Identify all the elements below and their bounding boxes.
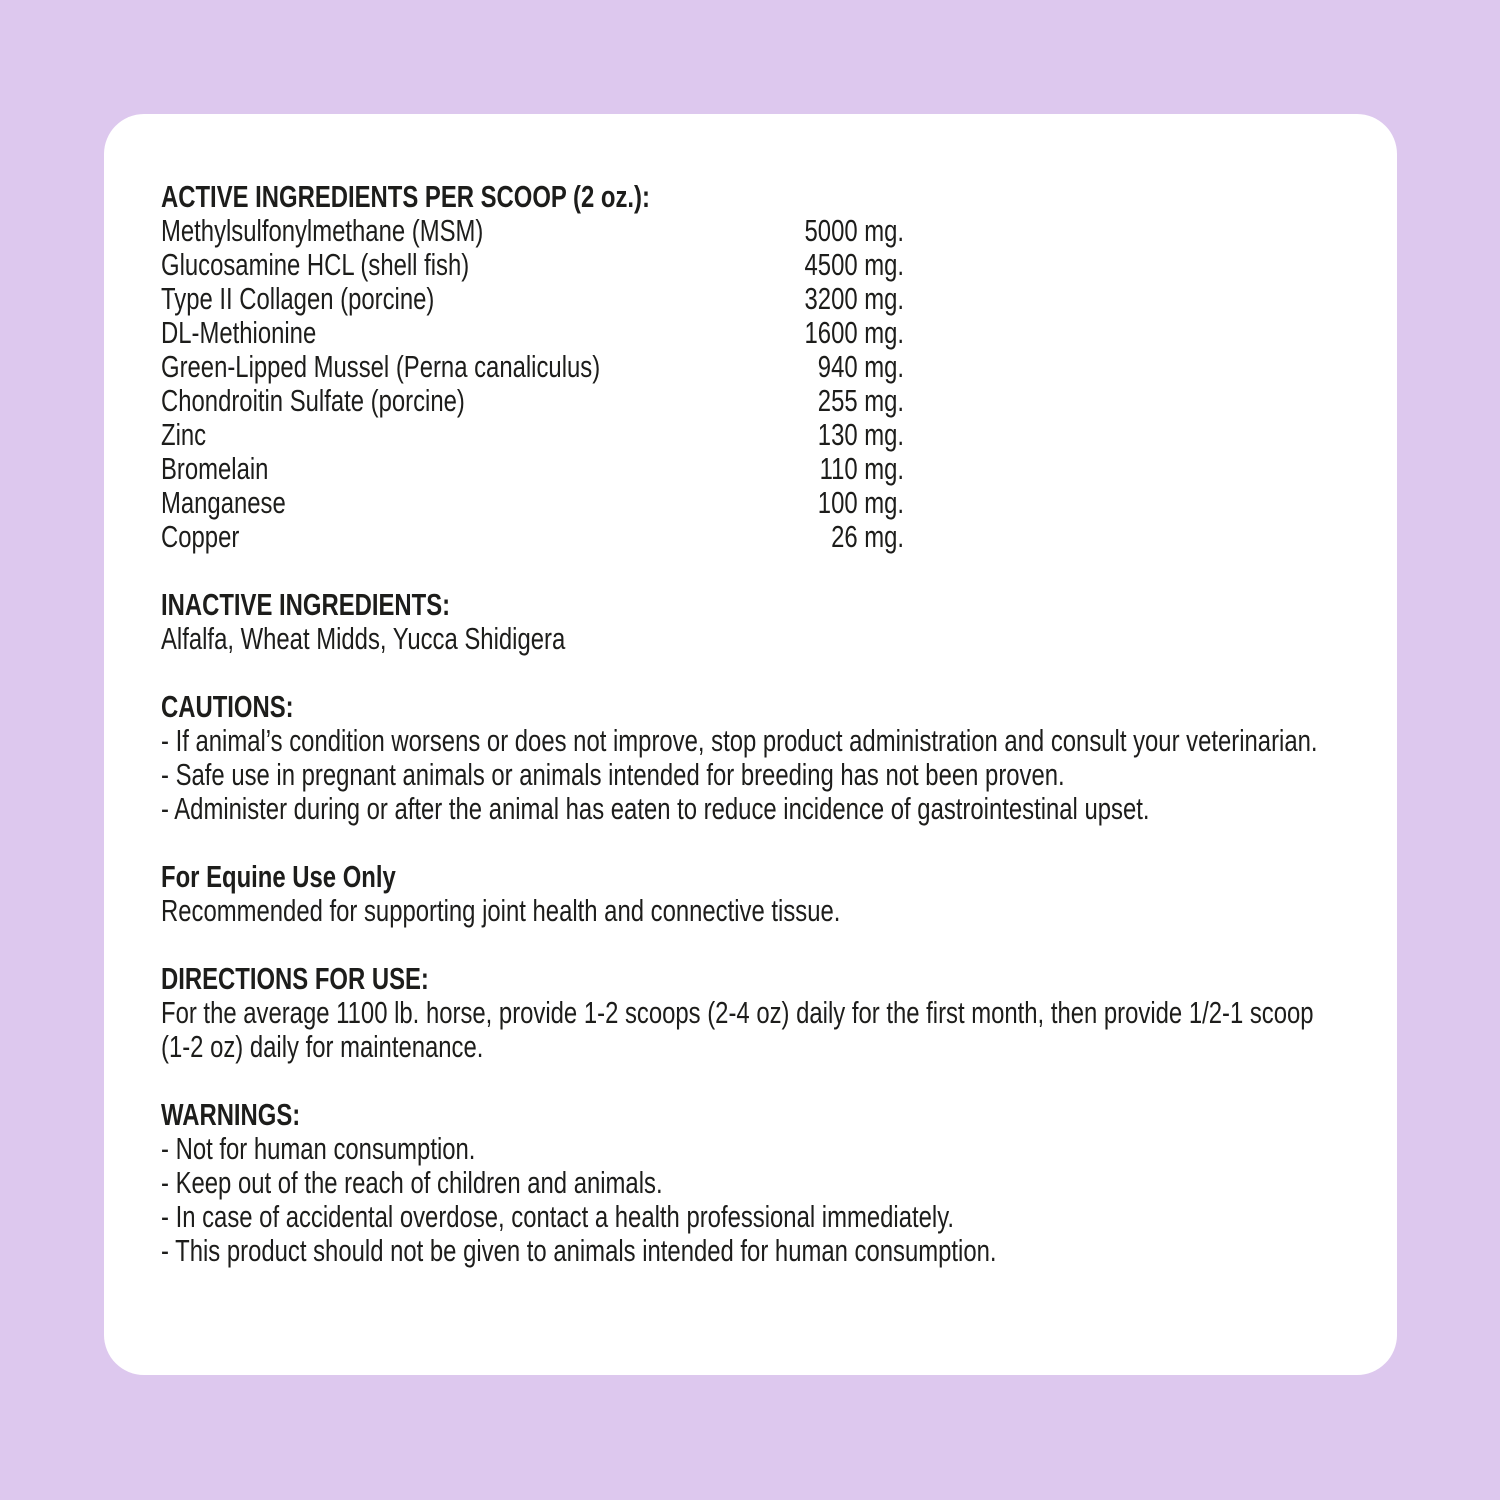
ingredient-row — [161, 350, 904, 384]
inactive-ingredients-heading: INACTIVE INGREDIENTS: — [161, 587, 451, 622]
ingredient-row — [161, 282, 904, 316]
ingredient-amount: 26 mg. — [831, 519, 905, 554]
ingredient-row — [161, 214, 904, 248]
ingredient-amount: 940 mg. — [817, 349, 905, 384]
active-ingredients-section — [161, 180, 1347, 554]
ingredient-amount: 4500 mg. — [804, 247, 905, 282]
inactive-ingredients-section — [161, 588, 1347, 656]
warnings-section — [161, 1098, 1347, 1268]
ingredient-amount: 130 mg. — [817, 417, 905, 452]
active-ingredients-table — [161, 214, 904, 554]
ingredient-row — [161, 418, 904, 452]
directions-section — [161, 962, 1347, 1064]
ingredient-row — [161, 486, 904, 520]
ingredient-name: Bromelain — [161, 451, 269, 486]
ingredient-name: Manganese — [161, 485, 286, 520]
ingredient-name: Copper — [161, 519, 240, 554]
warning-item: - This product should not be given to animals intended for human consumption. — [161, 1233, 997, 1268]
ingredient-row — [161, 384, 904, 418]
label-content — [161, 180, 1347, 1268]
ingredient-amount: 3200 mg. — [804, 281, 905, 316]
ingredient-amount: 5000 mg. — [804, 213, 905, 248]
caution-item: - Administer during or after the animal has eaten to reduce incidence of gastrointestinal upset. — [161, 791, 1150, 826]
ingredient-name: Glucosamine HCL (shell fish) — [161, 247, 470, 282]
warning-item: - In case of accidental overdose, contact a health professional immediately. — [161, 1199, 955, 1234]
ingredient-name: Methylsulfonylmethane (MSM) — [161, 213, 484, 248]
ingredient-row — [161, 316, 904, 350]
ingredient-name: Chondroitin Sulfate (porcine) — [161, 383, 465, 418]
ingredient-name: DL-Methionine — [161, 315, 317, 350]
ingredient-name: Green-Lipped Mussel (Perna canaliculus) — [161, 349, 601, 384]
warning-item: - Not for human consumption. — [161, 1131, 476, 1166]
ingredient-row — [161, 520, 904, 554]
directions-heading: DIRECTIONS FOR USE: — [161, 961, 429, 996]
active-ingredients-heading: ACTIVE INGREDIENTS PER SCOOP (2 oz.): — [161, 179, 650, 214]
ingredient-name: Type II Collagen (porcine) — [161, 281, 435, 316]
equine-use-text: Recommended for supporting joint health and connective tissue. — [161, 893, 841, 928]
caution-item: - If animal’s condition worsens or does not improve, stop product administration and consult your veterinarian. — [161, 723, 1318, 758]
ingredient-amount: 255 mg. — [817, 383, 905, 418]
ingredient-row — [161, 248, 904, 282]
warning-item: - Keep out of the reach of children and animals. — [161, 1165, 663, 1200]
caution-item: - Safe use in pregnant animals or animals intended for breeding has not been proven. — [161, 757, 1065, 792]
ingredient-name: Zinc — [161, 417, 207, 452]
ingredient-amount: 1600 mg. — [804, 315, 905, 350]
ingredient-amount: 110 mg. — [819, 451, 905, 486]
ingredient-amount: 100 mg. — [817, 485, 905, 520]
directions-text: For the average 1100 lb. horse, provide 1-2 scoops (2-4 oz) daily for the first month, then provide 1/2-1 scoop (1-2 oz) daily for maintenance. — [161, 995, 1314, 1064]
cautions-heading: CAUTIONS: — [161, 689, 294, 724]
ingredient-row — [161, 452, 904, 486]
label-card — [104, 114, 1397, 1375]
inactive-ingredients-text: Alfalfa, Wheat Midds, Yucca Shidigera — [161, 621, 566, 656]
warnings-heading: WARNINGS: — [161, 1097, 301, 1132]
equine-use-heading: For Equine Use Only — [161, 859, 396, 894]
equine-use-section — [161, 860, 1347, 928]
cautions-section — [161, 690, 1347, 826]
